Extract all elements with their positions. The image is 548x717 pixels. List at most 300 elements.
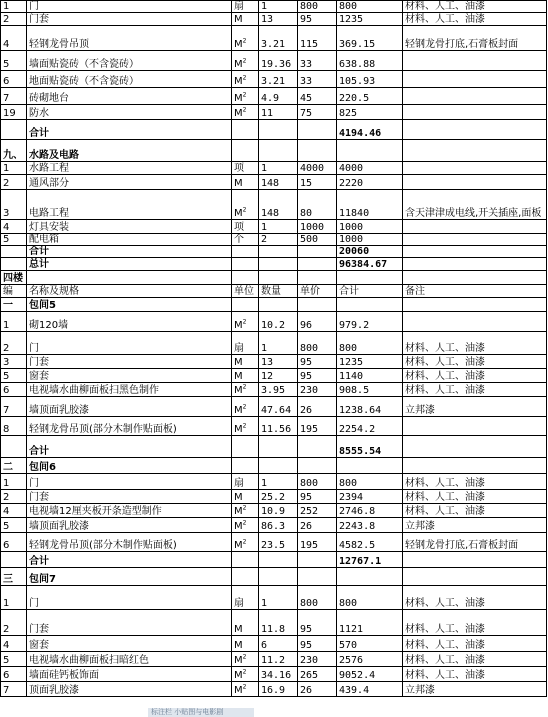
cell-note: 轻钢龙骨打底,石膏板封面 [403,26,547,51]
cell-note: 材料、人工、油漆 [403,383,547,397]
cell-unit: $M^2$ [232,504,259,518]
table-row [1,667,547,682]
table-row [1,162,547,175]
cell-total: 1000 [337,234,403,246]
cell-unit: $M^2$ [232,105,259,120]
table-row [1,533,547,552]
cell-no [1,552,27,568]
cell-note [403,258,547,271]
cell-unit [232,258,259,271]
cell-qty [259,271,298,285]
cell-price [298,258,337,271]
cell-price: 33 [298,51,337,71]
cell-qty: 19.36 [259,51,298,71]
table-row [1,552,547,568]
cell-total: 9052.4 [337,667,403,682]
cell-total: 800 [337,332,403,355]
cell-name: 门 [27,586,232,610]
cell-qty: 10.2 [259,312,298,332]
cell-qty: 3.95 [259,383,298,397]
cell-no: 四楼 [1,271,27,285]
cell-no: 8 [1,417,27,436]
cell-name: 轻钢龙骨吊顶(部分木制作贴面板) [27,417,232,436]
cell-note: 立邦漆 [403,397,547,417]
cell-unit: 扇 [232,332,259,355]
cell-no: 1 [1,474,27,490]
cell-name: 墙面硅钙板饰面 [27,667,232,682]
table-row [1,568,547,586]
cell-note [403,162,547,175]
cell-name: 窗套 [27,636,232,652]
cell-no: 2 [1,175,27,190]
cell-name: 电路工程 [27,190,232,220]
cell-total: 369.15 [337,26,403,51]
cell-name: 包间6 [27,458,232,474]
cell-price: 26 [298,518,337,533]
cell-unit: $M^2$ [232,26,259,51]
cell-qty: 13 [259,355,298,369]
cell-qty [259,568,298,586]
cell-no: 5 [1,51,27,71]
cell-no: 7 [1,682,27,697]
table-row [1,652,547,667]
cell-unit: M [232,355,259,369]
cell-note [403,220,547,234]
cell-qty: 23.5 [259,533,298,552]
cell-no: 九、 [1,140,27,162]
cell-note [403,51,547,71]
cell-qty [259,120,298,140]
cell-total [337,271,403,285]
cell-no: 1 [1,586,27,610]
cell-no: 1 [1,1,27,13]
cell-name: 名称及规格 [27,285,232,298]
cell-unit: 项 [232,162,259,175]
cell-price [298,246,337,258]
cell-note: 立邦漆 [403,518,547,533]
cell-total: 1235 [337,355,403,369]
cell-qty: 2 [259,234,298,246]
cell-no: 6 [1,533,27,552]
cell-name: 砖砌地台 [27,88,232,105]
cell-unit [232,140,259,162]
cell-note: 立邦漆 [403,682,547,697]
cell-no: 二 [1,458,27,474]
cell-name: 门 [27,474,232,490]
cell-name: 墙顶面乳胶漆 [27,518,232,533]
cell-total: 1235 [337,13,403,26]
cell-note [403,120,547,140]
cell-qty: 11.2 [259,652,298,667]
cell-unit: $M^2$ [232,667,259,682]
cell-qty: 1 [259,586,298,610]
cell-name: 合计 [27,120,232,140]
table-row [1,610,547,636]
cell-note: 材料、人工、油漆 [403,1,547,13]
cell-note [403,271,547,285]
cell-total: 20060 [337,246,403,258]
cell-unit: 扇 [232,1,259,13]
cell-unit: $M^2$ [232,71,259,88]
cell-unit: M [232,610,259,636]
cell-no: 7 [1,88,27,105]
cell-price: 95 [298,13,337,26]
cell-total: 979.2 [337,312,403,332]
cell-qty [259,552,298,568]
cell-no: 1 [1,312,27,332]
cell-qty: 3.21 [259,26,298,51]
cell-total: 11840 [337,190,403,220]
table-row [1,298,547,312]
cell-note [403,436,547,458]
cell-total: 105.93 [337,71,403,88]
cell-note [403,246,547,258]
cell-total: 220.5 [337,88,403,105]
cell-name: 合计 [27,552,232,568]
cell-no: 编 [1,285,27,298]
cell-note: 材料、人工、油漆 [403,586,547,610]
cell-name: 合计 [27,436,232,458]
table-row [1,26,547,51]
cell-qty: 10.9 [259,504,298,518]
cell-total: 4000 [337,162,403,175]
cell-price: 15 [298,175,337,190]
table-row [1,490,547,504]
cell-price [298,568,337,586]
cell-name: 墙顶面乳胶漆 [27,397,232,417]
cell-note [403,552,547,568]
cell-total: 2254.2 [337,417,403,436]
cell-name [27,271,232,285]
cell-unit: $M^2$ [232,88,259,105]
cell-note [403,140,547,162]
cell-unit [232,458,259,474]
cell-qty: 86.3 [259,518,298,533]
cell-no: 19 [1,105,27,120]
cell-no [1,246,27,258]
cell-name: 门 [27,1,232,13]
cell-name: 电视墙水曲柳面板扫黑色制作 [27,383,232,397]
cell-price [298,458,337,474]
cell-price: 1000 [298,220,337,234]
cell-qty: 25.2 [259,490,298,504]
cell-unit: M [232,636,259,652]
table-row [1,458,547,474]
cell-price [298,140,337,162]
cell-price: 4000 [298,162,337,175]
cell-qty: 148 [259,175,298,190]
cell-no: 7 [1,397,27,417]
cell-total: 合计 [337,285,403,298]
cell-qty: 数量 [259,285,298,298]
cell-total: 2243.8 [337,518,403,533]
table-row [1,175,547,190]
cell-no: 6 [1,667,27,682]
table-row [1,355,547,369]
cell-qty [259,436,298,458]
cell-unit: $M^2$ [232,383,259,397]
cell-name: 水路及电路 [27,140,232,162]
cell-note: 材料、人工、油漆 [403,13,547,26]
cell-price [298,436,337,458]
cell-no: 2 [1,610,27,636]
cell-no: 3 [1,355,27,369]
cell-qty: 47.64 [259,397,298,417]
cell-price: 95 [298,490,337,504]
cell-qty: 4.9 [259,88,298,105]
cell-unit [232,120,259,140]
cell-unit: 扇 [232,474,259,490]
cell-no: 4 [1,504,27,518]
cell-qty: 148 [259,190,298,220]
cell-qty: 12 [259,369,298,383]
cell-name: 电视墙水曲柳面板扫暗红色 [27,652,232,667]
cell-unit [232,246,259,258]
cell-note: 材料、人工、油漆 [403,652,547,667]
table-row [1,13,547,26]
cell-note [403,298,547,312]
cell-name: 包间7 [27,568,232,586]
table-row [1,120,547,140]
cell-price: 95 [298,610,337,636]
cell-price: 230 [298,652,337,667]
cell-no: 1 [1,162,27,175]
cell-name: 门套 [27,610,232,636]
cell-note: 轻钢龙骨打底,石膏板封面 [403,533,547,552]
cell-note [403,175,547,190]
cell-qty: 11 [259,105,298,120]
cell-total: 2220 [337,175,403,190]
cell-price: 95 [298,636,337,652]
cell-note: 材料、人工、油漆 [403,667,547,682]
cell-name: 门套 [27,490,232,504]
cell-qty: 34.16 [259,667,298,682]
table-row [1,586,547,610]
table-row [1,682,547,697]
cell-unit: $M^2$ [232,652,259,667]
cell-total: 4582.5 [337,533,403,552]
cell-note: 材料、人工、油漆 [403,610,547,636]
cell-total: 1140 [337,369,403,383]
cell-total: 2394 [337,490,403,504]
cell-no [1,258,27,271]
cell-qty: 1 [259,162,298,175]
cell-qty: 1 [259,1,298,13]
cell-unit: 扇 [232,586,259,610]
cell-price: 500 [298,234,337,246]
cell-total: 1121 [337,610,403,636]
cell-total: 1238.64 [337,397,403,417]
cell-price: 230 [298,383,337,397]
cell-name: 总计 [27,258,232,271]
cell-price: 800 [298,1,337,13]
cell-name: 配电箱 [27,234,232,246]
cell-no: 4 [1,636,27,652]
cell-name: 窗套 [27,369,232,383]
cell-name: 门套 [27,355,232,369]
cell-unit [232,552,259,568]
cell-total: 800 [337,586,403,610]
cell-unit: $M^2$ [232,518,259,533]
cell-no: 3 [1,190,27,220]
table-row [1,285,547,298]
cell-note: 材料、人工、油漆 [403,490,547,504]
cell-name: 门 [27,332,232,355]
cell-no: 5 [1,518,27,533]
cell-unit: $M^2$ [232,682,259,697]
cell-price [298,120,337,140]
cell-qty: 1 [259,474,298,490]
cell-note: 备注 [403,285,547,298]
cell-qty: 6 [259,636,298,652]
cell-name: 合计 [27,246,232,258]
cell-name: 水路工程 [27,162,232,175]
cell-price: 252 [298,504,337,518]
cell-total: 12767.1 [337,552,403,568]
cell-total: 4194.46 [337,120,403,140]
cell-price: 33 [298,71,337,88]
cell-qty: 11.8 [259,610,298,636]
cell-no: 4 [1,26,27,51]
table-row [1,140,547,162]
cell-note [403,88,547,105]
cell-unit: 个 [232,234,259,246]
cell-note [403,312,547,332]
cell-qty [259,458,298,474]
cell-no: 一 [1,298,27,312]
cell-name: 轻钢龙骨吊顶 [27,26,232,51]
cell-note: 材料、人工、油漆 [403,355,547,369]
cell-price: 800 [298,474,337,490]
cell-price: 195 [298,417,337,436]
cell-no: 2 [1,490,27,504]
cell-total [337,140,403,162]
cell-name: 顶面乳胶漆 [27,682,232,697]
cell-price: 45 [298,88,337,105]
table-row [1,417,547,436]
cell-unit: $M^2$ [232,397,259,417]
cell-unit: M [232,175,259,190]
table-row [1,636,547,652]
table-row [1,383,547,397]
cell-total: 825 [337,105,403,120]
cell-no: 5 [1,652,27,667]
cell-total: 570 [337,636,403,652]
cell-note [403,234,547,246]
cell-unit: M [232,369,259,383]
table-row [1,271,547,285]
cell-price: 115 [298,26,337,51]
cell-name: 墙面贴瓷砖（不含瓷砖） [27,51,232,71]
cell-unit: $M^2$ [232,190,259,220]
cell-price: 95 [298,355,337,369]
cell-qty: 3.21 [259,71,298,88]
table-row [1,88,547,105]
cell-no [1,120,27,140]
table-row [1,332,547,355]
cell-note: 材料、人工、油漆 [403,474,547,490]
cell-unit [232,568,259,586]
cell-name: 通风部分 [27,175,232,190]
cell-qty: 13 [259,13,298,26]
cell-total [337,458,403,474]
cell-price: 26 [298,682,337,697]
cell-qty [259,246,298,258]
cell-unit: M [232,490,259,504]
cell-name: 门套 [27,13,232,26]
cell-name: 包间5 [27,298,232,312]
table-row [1,220,547,234]
cell-total: 2576 [337,652,403,667]
table-row [1,258,547,271]
cell-unit: $M^2$ [232,51,259,71]
cell-qty: 11.56 [259,417,298,436]
cell-qty [259,258,298,271]
cell-unit: M [232,13,259,26]
cell-total: 1000 [337,220,403,234]
cell-note: 材料、人工、油漆 [403,636,547,652]
cell-no: 5 [1,234,27,246]
cell-no: 2 [1,13,27,26]
cell-qty [259,298,298,312]
cell-no: 2 [1,332,27,355]
cell-unit [232,436,259,458]
cell-total: 800 [337,1,403,13]
table-row [1,246,547,258]
cell-unit [232,271,259,285]
cell-total: 8555.54 [337,436,403,458]
cell-note: 含天津津成电线,开关插座,面板 [403,190,547,220]
cell-note [403,458,547,474]
cell-price [298,552,337,568]
cell-no [1,436,27,458]
cell-name: 轻钢龙骨吊顶(部分木制作贴面板) [27,533,232,552]
cell-price: 单价 [298,285,337,298]
cell-no: 三 [1,568,27,586]
cell-note [403,417,547,436]
table-row [1,518,547,533]
cell-no: 5 [1,369,27,383]
cell-qty: 16.9 [259,682,298,697]
table-row [1,369,547,383]
cell-total: 439.4 [337,682,403,697]
cell-price [298,298,337,312]
cell-note [403,568,547,586]
table-row [1,397,547,417]
cell-name: 电视墙12厘夹板开条造型制作 [27,504,232,518]
cell-total [337,568,403,586]
cell-note: 材料、人工、油漆 [403,332,547,355]
cell-price: 95 [298,369,337,383]
table-row [1,71,547,88]
cell-price: 800 [298,586,337,610]
cell-price: 75 [298,105,337,120]
cell-price: 80 [298,190,337,220]
cell-total: 96384.67 [337,258,403,271]
cell-price [298,271,337,285]
cell-unit: $M^2$ [232,533,259,552]
cell-total: 800 [337,474,403,490]
cell-name: 地面贴瓷砖（不含瓷砖） [27,71,232,88]
table-row [1,1,547,13]
cell-unit [232,298,259,312]
cell-no: 6 [1,383,27,397]
cell-unit: 单位 [232,285,259,298]
table-row [1,504,547,518]
cell-price: 800 [298,332,337,355]
cell-unit: $M^2$ [232,312,259,332]
table-row [1,51,547,71]
